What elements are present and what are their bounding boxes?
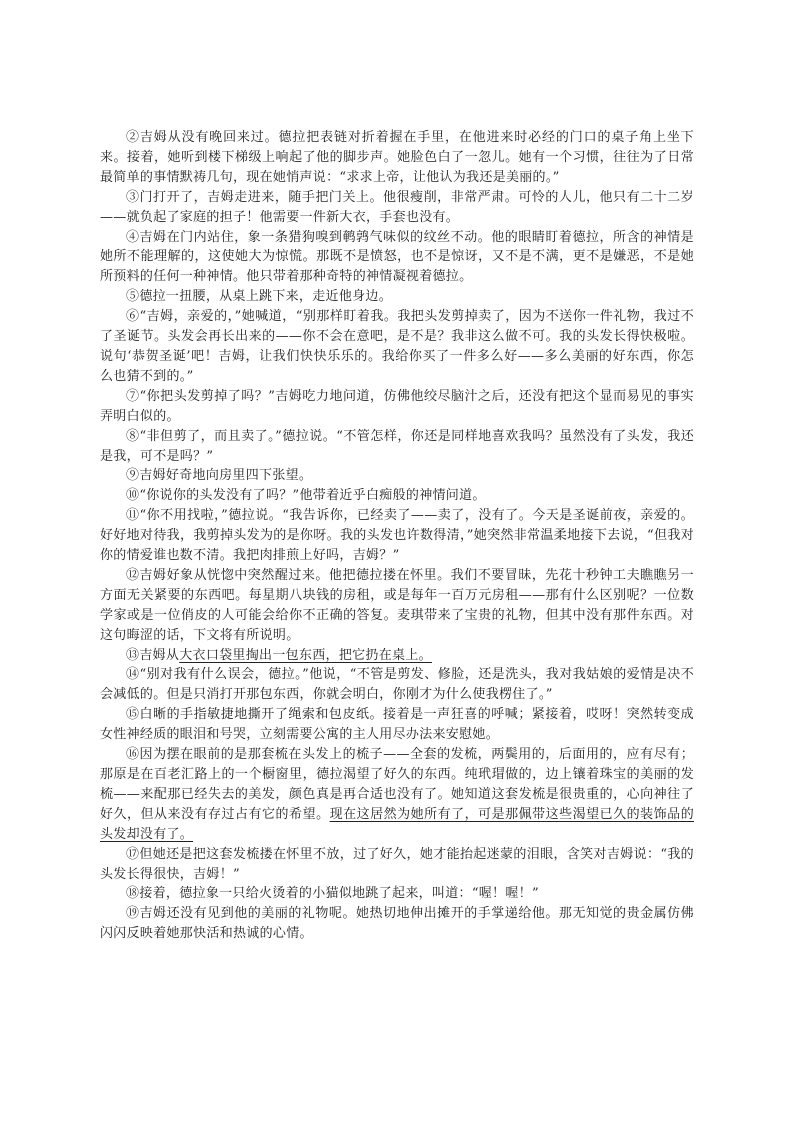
paragraph xyxy=(100,128,694,188)
paragraph-number: ⑱ xyxy=(126,886,140,902)
paragraph-number: ⑧ xyxy=(126,428,140,444)
paragraph xyxy=(100,466,694,486)
paragraph-text: 吉姆还没有见到他的美丽的礼物呢。她热切地伸出摊开的手掌递给他。那无知觉的贵金属仿佛闪闪反映着她那快活和热诚的心情。 xyxy=(100,906,694,942)
paragraph-text: 门打开了，吉姆走进来，随手把门关上。他很瘦削，非常严肃。可怜的人儿，他只有二十二岁——就负起了家庭的担子！他需要一件新大衣，手套也没有。 xyxy=(100,189,694,225)
paragraph xyxy=(100,506,694,566)
paragraph-text: 吉姆好象从恍惚中突然醒过来。他把德拉搂在怀里。我们不要冒昧，先花十秒钟工夫瞧瞧另一方面无关紧要的东西吧。每星期八块钱的房租，或是每年一百万元房租——那有什么区别呢？一位数学家或是一位俏皮的人可能会给你不正确的答复。麦琪带来了宝贵的礼物，但其中没有那件东西。对这句晦涩的话，下文将有所说明。 xyxy=(100,567,694,643)
paragraph-text: 吉姆好奇地向房里四下张望。 xyxy=(139,468,313,484)
document-page xyxy=(100,128,694,944)
paragraph xyxy=(100,387,694,427)
paragraph xyxy=(100,486,694,506)
paragraph-number: ⑮ xyxy=(126,707,140,723)
paragraph-text: 吉姆从没有晚回来过。德拉把表链对折着握在手里，在他进来时必经的门口的桌子角上坐下来。接着，她听到楼下梯级上响起了他的脚步声。她脸色白了一忽儿。她有一个习惯，往往为了日常最简单的事情默祷几句，现在她悄声说：“求求上帝，让他认为我还是美丽的。” xyxy=(100,130,694,185)
paragraph-text: 但她还是把这套发梳搂在怀里不放，过了好久，她才能抬起迷蒙的泪眼，含笑对吉姆说：“我的头发长得很快，吉姆！” xyxy=(100,846,694,882)
paragraph-number: ⑪ xyxy=(126,508,140,524)
underlined-text: 现在这居然为她所有了，可是那佩带这些渴望已久的装饰品的头发却没有了。 xyxy=(100,806,694,842)
paragraph xyxy=(100,566,694,646)
paragraph-number: ② xyxy=(126,130,140,145)
paragraph-number: ⑭ xyxy=(126,667,140,683)
paragraph xyxy=(100,307,694,387)
paragraph-text: “非但剪了，而且卖了。”德拉说。“不管怎样，你还是同样地喜欢我吗？虽然没有了头发，我还是我，可不是吗？” xyxy=(100,428,694,464)
paragraph-text: 因为摆在眼前的是那套梳在头发上的梳子——全套的发梳，两鬓用的，后面用的，应有尽有；那原是在百老汇路上的一个橱窗里，德拉渴望了好久的东西。纯玳瑁做的，边上镶着珠宝的美丽的发梳——来配那已经失去的美发，颜色真是再合适也没有了。她知道这套发梳是很贵重的，心向神往了好久，但从来没有存过占有它的希望。 xyxy=(100,747,694,822)
paragraph xyxy=(100,228,694,288)
paragraph-text: “你说你的头发没有了吗？”他带着近乎白痴般的神情问道。 xyxy=(139,488,486,504)
paragraph xyxy=(100,745,694,845)
underlined-text: 大衣口袋里掏出一包东西，把它扔在桌上。 xyxy=(179,647,432,663)
paragraph xyxy=(100,188,694,228)
paragraph xyxy=(100,427,694,467)
paragraph-number: ⑯ xyxy=(126,747,140,763)
paragraph xyxy=(100,904,694,944)
paragraph-text: 德拉一扭腰，从桌上跳下来，走近他身边。 xyxy=(139,289,393,305)
paragraph-text: “别对我有什么误会，德拉。”他说，“不管是剪发、修脸，还是洗头，我对我姑娘的爱情是决不会减低的。但是只消打开那包东西，你就会明白，你刚才为什么使我楞住了。” xyxy=(100,667,694,703)
paragraph-number: ④ xyxy=(126,229,140,245)
paragraph-number: ⑥ xyxy=(126,309,140,325)
paragraph-number: ⑨ xyxy=(126,468,140,484)
paragraph-number: ⑬ xyxy=(126,647,140,663)
paragraph-text: 吉姆从 xyxy=(139,647,180,663)
paragraph xyxy=(100,884,694,904)
paragraph-text: “吉姆，亲爱的，”她喊道，“别那样盯着我。我把头发剪掉卖了，因为不送你一件礼物，我过不了圣诞节。头发会再长出来的——你不会在意吧，是不是？我非这么做不可。我的头发长得快极啦。说句‘恭贺圣诞’吧！吉姆，让我们快快乐乐的。我给你买了一件多么好——多么美丽的好东西，你怎么也猜不到的。” xyxy=(100,309,694,384)
paragraph-text: 白晰的手指敏捷地撕开了绳索和包皮纸。接着是一声狂喜的呼喊；紧接着，哎呀！突然转变成女性神经质的眼泪和号哭，立刻需要公寓的主人用尽办法来安慰她。 xyxy=(100,707,694,743)
paragraph-text: 接着，德拉象一只给火烫着的小猫似地跳了起来，叫道：“喔！喔！” xyxy=(139,886,539,902)
paragraph-text: “你不用找啦，”德拉说。“我告诉你，已经卖了——卖了，没有了。今天是圣诞前夜，亲爱的。好好地对待我，我剪掉头发为的是你呀。我的头发也许数得清，”她突然非常温柔地接下去说，“但我对你的情爱谁也数不清。我把肉排煎上好吗，吉姆？” xyxy=(100,508,694,564)
paragraph-number: ③ xyxy=(126,189,140,205)
paragraph-text: “你把头发剪掉了吗？”吉姆吃力地问道，仿佛他绞尽脑汁之后，还没有把这个显而易见的事实弄明白似的。 xyxy=(100,388,694,424)
paragraph xyxy=(100,287,694,307)
paragraph-number: ⑩ xyxy=(126,488,140,504)
paragraph-number: ⑦ xyxy=(126,388,140,404)
paragraph-text: 吉姆在门内站住，象一条猎狗嗅到鹌鹑气味似的纹丝不动。他的眼睛盯着德拉，所含的神情是她所不能理解的，这使她大为惊慌。那既不是愤怒，也不是惊讶，又不是不满，更不是嫌恶，不是她所预料的任何一种神情。他只带着那种奇特的神情凝视着德拉。 xyxy=(100,229,694,285)
paragraph-number: ⑲ xyxy=(126,906,140,922)
paragraph-number: ⑫ xyxy=(126,567,140,583)
paragraph-number: ⑤ xyxy=(126,289,140,305)
paragraph xyxy=(100,845,694,885)
paragraph xyxy=(100,665,694,705)
paragraph xyxy=(100,705,694,745)
paragraph-number: ⑰ xyxy=(126,846,140,862)
paragraph xyxy=(100,646,694,666)
